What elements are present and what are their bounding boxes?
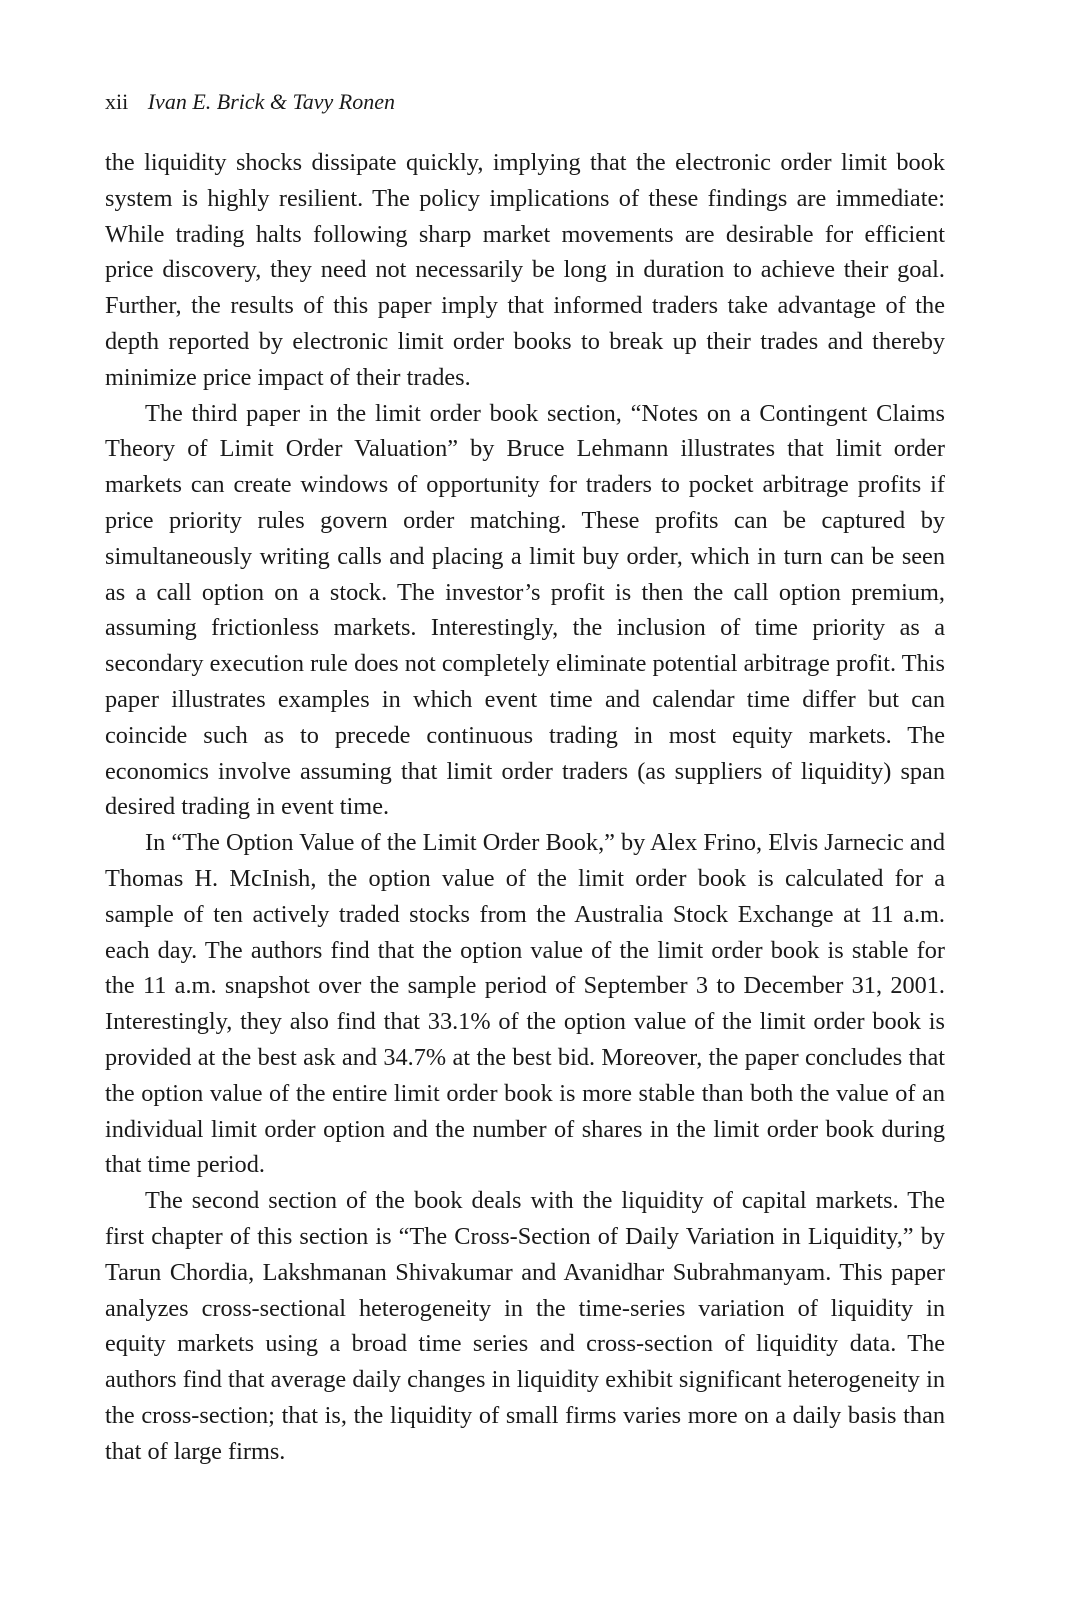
page-number: xii	[105, 89, 129, 114]
paragraph-second-section: The second section of the book deals with the liquidity of capital markets. The first chapter of this section is “The Cross-Section of Daily Variation in Liquidity,” by Tarun Chordia, Lakshmanan Shivakumar and Avanidhar Subrahmanyam. This paper analyzes cross-sectional heterogeneity in the time-series variation of liquidity in equity markets using a broad time series and cross-section of liquidity data. The authors find that average daily changes in liquidity exhibit significant heterogeneity in the cross-section; that is, the liquidity of small firms varies more on a daily basis than that of large firms.	[105, 1187, 945, 1465]
paragraph-contingent-claims: The third paper in the limit order book section, “Notes on a Contingent Claims Theory of Limit Order Valuation” by Bruce Lehmann illustrates that limit order markets can create windows of opportunity for traders to pocket arbitrage profits if price priority rules govern order matching. These profits can be captured by simultaneously writing calls and placing a limit buy order, which in turn can be seen as a call option on a stock. The investor’s profit is then the call option premium, assuming frictionless markets. Interestingly, the inclusion of time priority as a secondary execution rule does not completely eliminate potential arbitrage profit. This paper illustrates examples in which event time and calendar time differ but can coincide such as to precede continuous trading in most equity markets. The economics involve assuming that limit order traders (as suppliers of liquidity) span desired trading in event time.	[105, 399, 945, 821]
body-text	[105, 145, 945, 1469]
running-head-authors: Ivan E. Brick & Tavy Ronen	[147, 89, 395, 114]
paragraph-liquidity-shocks: the liquidity shocks dissipate quickly, implying that the electronic order limit book system is highly resilient. The policy implications of these findings are immediate: While trading halts following sharp market movements are desirable for efficient price discovery, they need not necessarily be long in duration to achieve their goal. Further, the results of this paper imply that informed traders take advantage of the depth reported by electronic limit order books to break up their trades and thereby minimize price impact of their trades.	[105, 149, 945, 391]
paragraph-option-value: In “The Option Value of the Limit Order Book,” by Alex Frino, Elvis Jarnecic and Thomas H. McInish, the option value of the limit order book is calculated for a sample of ten actively traded stocks from the Australia Stock Exchange at 11 a.m. each day. The authors find that the option value of the limit order book is stable for the 11 a.m. snapshot over the sample period of September 3 to December 31, 2001. Interestingly, they also find that 33.1% of the option value of the limit order book is provided at the best ask and 34.7% at the best bid. Moreover, the paper concludes that the option value of the entire limit order book is more stable than both the value of an individual limit order option and the number of shares in the limit order book during that time period.	[105, 829, 945, 1179]
running-head	[105, 88, 395, 116]
